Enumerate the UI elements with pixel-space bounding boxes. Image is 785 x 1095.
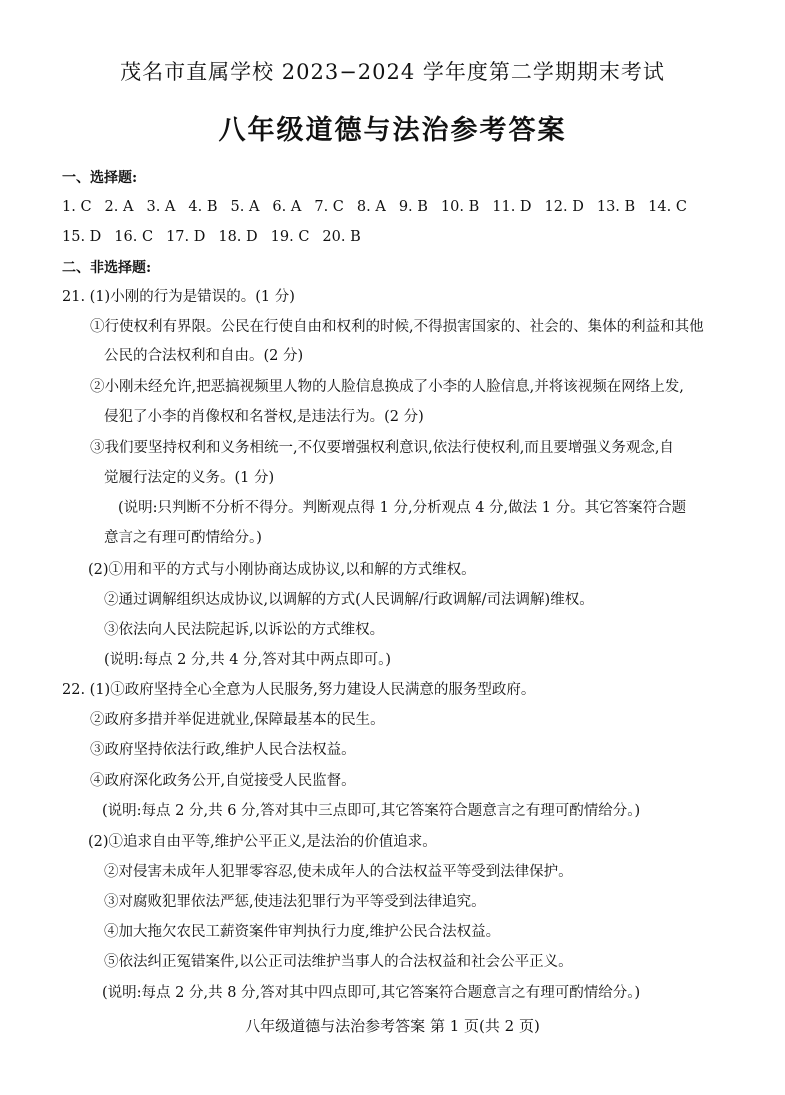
- q22-part1-note: (说明:每点 2 分,共 6 分,答对其中三点即可,其它答案符合题意言之有理可酌情给分。): [102, 803, 641, 819]
- q22-part2-point2: ②对侵害未成年人犯罪零容忍,使未成年人的合法权益平等受到法律保护。: [104, 864, 573, 880]
- q22-part2-point5: ⑤依法纠正冤错案件,以公正司法维护当事人的合法权益和社会公平正义。: [104, 954, 573, 970]
- choice-answer-item: 14. C: [648, 199, 687, 215]
- choice-answer-item: 16. C: [114, 229, 154, 245]
- choice-answer-item: 12. D: [544, 199, 584, 215]
- q22-part2-point1: (2)①追求自由平等,维护公平正义,是法治的价值追求。: [88, 834, 437, 850]
- q22-part2-point4: ④加大拖欠农民工薪资案件审判执行力度,维护公民合法权益。: [104, 924, 501, 940]
- choice-answer-item: 9. B: [398, 199, 428, 215]
- choice-answer-item: 11. D: [492, 199, 532, 215]
- choice-answer-item: 1. C: [62, 199, 92, 215]
- section-heading-non-choice: 二、非选择题:: [62, 260, 152, 276]
- document-subtitle: 八年级道德与法治参考答案: [218, 115, 567, 146]
- choice-answer-item: 13. B: [596, 199, 636, 215]
- q21-point3-line2: 觉履行法定的义务。(1 分): [104, 470, 275, 486]
- q21-point1-line2: 公民的合法权利和自由。(2 分): [104, 348, 304, 364]
- q22-part1-point4: ④政府深化政务公开,自觉接受人民监督。: [90, 773, 356, 789]
- choice-answer-item: 15. D: [62, 229, 102, 245]
- q21-part2-note: (说明:每点 2 分,共 4 分,答对其中两点即可。): [104, 652, 392, 668]
- q21-part2-point2: ②通过调解组织达成协议,以调解的方式(人民调解/行政调解/司法调解)维权。: [104, 592, 594, 608]
- q22-part1-point1: 22. (1)①政府坚持全心全意为人民服务,努力建设人民满意的服务型政府。: [62, 682, 536, 698]
- q21-part1-judgement: 21. (1)小刚的行为是错误的。(1 分): [62, 289, 295, 305]
- q21-part2-point3: ③依法向人民法院起诉,以诉讼的方式维权。: [104, 622, 385, 638]
- choice-answer-item: 19. C: [270, 229, 310, 245]
- choice-answers-row-2: [62, 227, 374, 247]
- q22-part1-point3: ③政府坚持依法行政,维护人民合法权益。: [90, 742, 356, 758]
- q22-part1-point2: ②政府多措并举促进就业,保障最基本的民生。: [90, 712, 385, 728]
- choice-answer-item: 2. A: [104, 199, 134, 215]
- choice-answer-item: 4. B: [188, 199, 218, 215]
- q21-part1-note-line1: (说明:只判断不分析不得分。判断观点得 1 分,分析观点 4 分,做法 1 分。其它答案符合题: [118, 500, 687, 516]
- choice-answer-item: 8. A: [356, 199, 386, 215]
- q22-part2-point3: ③对腐败犯罪依法严惩,使违法犯罪行为平等受到法律追究。: [104, 894, 486, 910]
- choice-answer-item: 7. C: [314, 199, 344, 215]
- section-heading-multiple-choice: 一、选择题:: [62, 170, 138, 186]
- page-footer: 八年级道德与法治参考答案 第 1 页(共 2 页): [245, 1017, 540, 1035]
- q21-point3-line1: ③我们要坚持权利和义务相统一,不仅要增强权利意识,依法行使权利,而且要增强义务观念,自: [90, 440, 674, 456]
- exam-title: 茂名市直属学校 2023−2024 学年度第二学期期末考试: [120, 60, 665, 84]
- q21-part2-point1: (2)①用和平的方式与小刚协商达成协议,以和解的方式维权。: [88, 562, 476, 578]
- choice-answer-item: 17. D: [166, 229, 206, 245]
- q21-part1-note-line2: 意言之有理可酌情给分。): [104, 530, 262, 546]
- q21-point2-line2: 侵犯了小李的肖像权和名誉权,是违法行为。(2 分): [104, 409, 424, 425]
- choice-answer-item: 5. A: [230, 199, 260, 215]
- choice-answer-item: 3. A: [146, 199, 176, 215]
- choice-answers-row-1: [62, 197, 700, 217]
- q22-part2-note: (说明:每点 2 分,共 8 分,答对其中四点即可,其它答案符合题意言之有理可酌情给分。): [102, 985, 641, 1001]
- choice-answer-item: 18. D: [218, 229, 258, 245]
- q21-point1-line1: ①行使权利有界限。公民在行使自由和权利的时候,不得损害国家的、社会的、集体的利益和其他: [90, 319, 704, 335]
- q21-point2-line1: ②小刚未经允许,把恶搞视频里人物的人脸信息换成了小李的人脸信息,并将该视频在网络上发,: [90, 379, 684, 395]
- choice-answer-item: 6. A: [272, 199, 302, 215]
- choice-answer-item: 10. B: [440, 199, 480, 215]
- choice-answer-item: 20. B: [322, 229, 361, 245]
